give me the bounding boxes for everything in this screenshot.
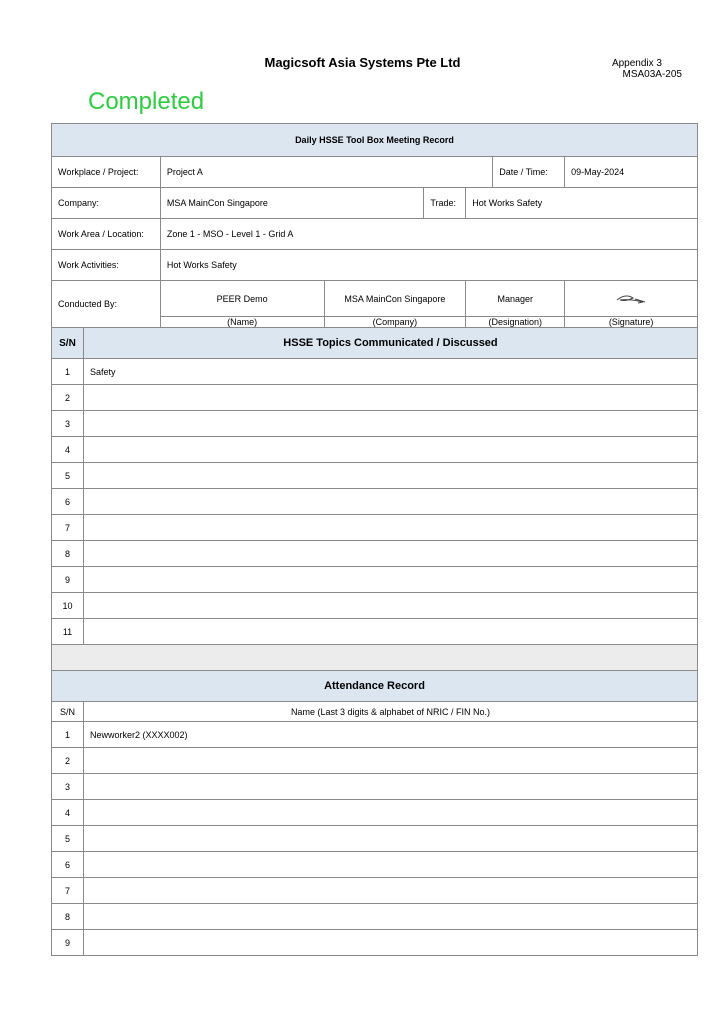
row-number: 7 <box>52 878 84 904</box>
form-title: Daily HSSE Tool Box Meeting Record <box>52 124 698 157</box>
row-text: Safety <box>83 359 697 385</box>
row-text <box>83 437 697 463</box>
company-label: Company: <box>52 188 161 219</box>
work-area-value: Zone 1 - MSO - Level 1 - Grid A <box>160 219 697 250</box>
row-number: 8 <box>52 904 84 930</box>
doc-code: MSA03A-205 <box>622 69 682 80</box>
row-number: 5 <box>52 463 84 489</box>
row-text <box>83 774 697 800</box>
work-activities-label: Work Activities: <box>52 250 161 281</box>
section-gap <box>52 645 698 671</box>
toolbox-meeting-form <box>51 123 698 956</box>
workplace-label: Workplace / Project: <box>52 157 161 188</box>
topic-row <box>52 619 698 645</box>
attendance-row <box>52 722 698 748</box>
row-text <box>83 593 697 619</box>
row-number: 8 <box>52 541 84 567</box>
attendance-row <box>52 878 698 904</box>
conductor-designation: Manager <box>466 281 565 317</box>
signature-caption: (Signature) <box>565 317 698 328</box>
row-number: 1 <box>52 722 84 748</box>
topic-row <box>52 463 698 489</box>
row-number: 3 <box>52 774 84 800</box>
row-number: 4 <box>52 800 84 826</box>
row-number: 5 <box>52 826 84 852</box>
topic-row <box>52 515 698 541</box>
row-number: 9 <box>52 567 84 593</box>
company-value: MSA MainCon Singapore <box>160 188 423 219</box>
conductor-company: MSA MainCon Singapore <box>324 281 466 317</box>
row-text <box>83 852 697 878</box>
attendance-row <box>52 800 698 826</box>
row-number: 6 <box>52 852 84 878</box>
row-text <box>83 930 697 956</box>
appendix-label: Appendix 3 <box>611 58 662 69</box>
row-text <box>83 748 697 774</box>
topic-row <box>52 411 698 437</box>
status-label: Completed <box>88 88 205 115</box>
row-number: 4 <box>52 437 84 463</box>
row-text <box>83 904 697 930</box>
trade-value: Hot Works Safety <box>466 188 698 219</box>
row-number: 3 <box>52 411 84 437</box>
attendance-row <box>52 930 698 956</box>
signature-image <box>615 293 647 305</box>
date-label: Date / Time: <box>493 157 565 188</box>
row-number: 9 <box>52 930 84 956</box>
work-activities-value: Hot Works Safety <box>160 250 697 281</box>
row-number: 10 <box>52 593 84 619</box>
attendance-title: Attendance Record <box>52 671 698 702</box>
topic-row <box>52 567 698 593</box>
topics-title: HSSE Topics Communicated / Discussed <box>83 328 697 359</box>
row-number: 2 <box>52 385 84 411</box>
attendance-row <box>52 826 698 852</box>
topic-row <box>52 489 698 515</box>
row-number: 6 <box>52 489 84 515</box>
row-number: 7 <box>52 515 84 541</box>
row-text <box>83 567 697 593</box>
row-text <box>83 515 697 541</box>
attendance-name-header: Name (Last 3 digits & alphabet of NRIC / FIN No.) <box>83 702 697 722</box>
topics-list <box>52 359 698 645</box>
attendance-row <box>52 774 698 800</box>
attendance-row <box>52 748 698 774</box>
row-text <box>83 800 697 826</box>
trade-label: Trade: <box>424 188 466 219</box>
attendance-row <box>52 904 698 930</box>
topics-sn-header: S/N <box>52 328 84 359</box>
row-text <box>83 619 697 645</box>
row-text <box>83 463 697 489</box>
topic-row <box>52 359 698 385</box>
designation-caption: (Designation) <box>466 317 565 328</box>
topic-row <box>52 385 698 411</box>
company-name: Magicsoft Asia Systems Pte Ltd <box>264 55 461 70</box>
row-text <box>83 541 697 567</box>
row-number: 1 <box>52 359 84 385</box>
row-text <box>83 826 697 852</box>
row-number: 2 <box>52 748 84 774</box>
attendance-sn-header: S/N <box>52 702 84 722</box>
date-value: 09-May-2024 <box>565 157 698 188</box>
conducted-by-label: Conducted By: <box>52 281 161 328</box>
company-caption: (Company) <box>324 317 466 328</box>
work-area-label: Work Area / Location: <box>52 219 161 250</box>
conductor-name: PEER Demo <box>160 281 324 317</box>
row-text <box>83 411 697 437</box>
attendance-list <box>52 722 698 956</box>
appendix-block <box>612 58 682 80</box>
attendance-row <box>52 852 698 878</box>
conductor-signature <box>565 281 698 317</box>
topic-row <box>52 437 698 463</box>
row-text <box>83 385 697 411</box>
row-text: Newworker2 (XXXX002) <box>83 722 697 748</box>
topic-row <box>52 541 698 567</box>
row-number: 11 <box>52 619 84 645</box>
topic-row <box>52 593 698 619</box>
row-text <box>83 878 697 904</box>
row-text <box>83 489 697 515</box>
workplace-value: Project A <box>160 157 492 188</box>
name-caption: (Name) <box>160 317 324 328</box>
